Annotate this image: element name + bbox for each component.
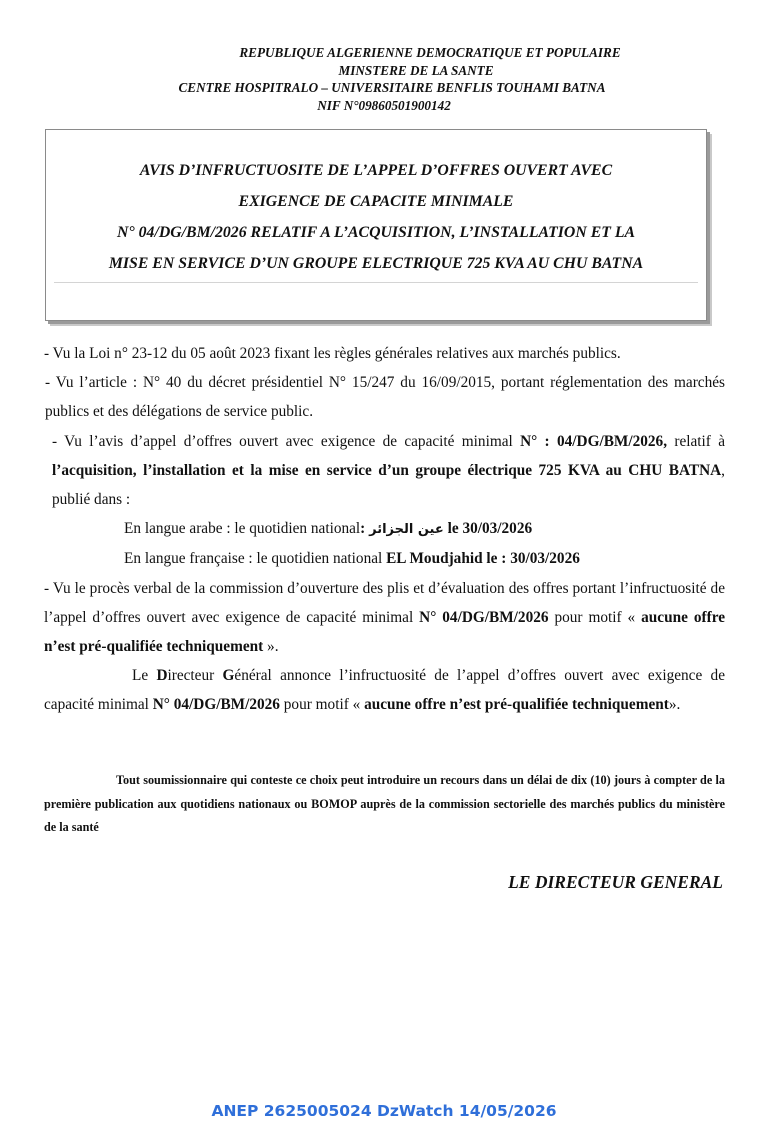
publication-french [44, 544, 725, 573]
text-run: En langue arabe : le quotidien national [124, 520, 361, 538]
notice-title [46, 155, 706, 279]
notice-body [44, 339, 725, 720]
title-box [45, 129, 707, 321]
header-republic: REPUBLIQUE ALGERIENNE DEMOCRATIQUE ET POPULAIRE [239, 45, 621, 60]
header-nif: NIF N°09860501900142 [317, 97, 451, 113]
text-run: Le [132, 667, 157, 685]
tender-number: N° : 04/DG/BM/2026, [520, 432, 668, 450]
tender-number: N° 04/DG/BM/2026 [152, 696, 280, 714]
text-run: ». [263, 638, 279, 656]
text-run: irecteur [167, 667, 223, 685]
appeal-notice [44, 769, 725, 840]
header-ministry: MINSTERE DE LA SANTE [338, 62, 494, 78]
text-run: - Vu le procès verbal de la commission d’ouverture des plis et d’évaluation des offres portant l’infructuosité de l’appel d’offres ouvert avec exigence de capacité minimal [44, 579, 725, 626]
publication-arabic [44, 514, 725, 544]
document-header [0, 44, 768, 114]
text-run: : [360, 520, 366, 538]
paragraph-announcement [44, 661, 725, 719]
paragraph-article: - Vu l’article : N° 40 du décret présidentiel N° 15/247 du 16/09/2015, portant réglementation des marchés publics et des délégations de service public. [45, 374, 725, 421]
paragraph-minutes [44, 574, 725, 662]
text-run: - Vu l’avis d’appel d’offres ouvert avec exigence de capacité minimal [52, 432, 521, 450]
title-line-3: N° 04/DG/BM/2026 RELATIF A L’ACQUISITION, L’INSTALLATION ET LA [116, 224, 636, 241]
paragraph-tender-notice [44, 427, 725, 515]
arabic-publication-date: le 30/03/2026 [443, 520, 533, 538]
text-run: ». [668, 696, 681, 714]
french-newspaper-name: EL Moudjahid le : 30/03/2026 [386, 550, 580, 568]
text-run: énéral annonce l’infructuosité de l’appel d’offres ouvert avec exigence de capacité minimal [44, 667, 725, 714]
footer-reference: ANEP 2625005024 DzWatch 14/05/2026 [211, 1102, 557, 1120]
header-hospital: CENTRE HOSPITRALO – UNIVERSITAIRE BENFLIS TOUHAMI BATNA [178, 80, 606, 95]
title-box-divider [54, 282, 698, 283]
title-line-4: MISE EN SERVICE D’UN GROUPE ELECTRIQUE 725 KVA AU CHU BATNA [108, 255, 644, 272]
failure-reason: aucune offre n’est pré-qualifiée techniquement [44, 608, 725, 656]
text-run: pour motif « [279, 696, 365, 714]
paragraph-law: - Vu la Loi n° 23-12 du 05 août 2023 fixant les règles générales relatives aux marchés publics. [44, 345, 621, 362]
signature: LE DIRECTEUR GENERAL [508, 872, 723, 892]
appeal-notice-text: Tout soumissionnaire qui conteste ce choix peut introduire un recours dans un délai de dix (10) jours à compter de la première publication aux quotidiens nationaux ou BOMOP auprès de la commission sectorielle des marchés publics du ministère de la santé [44, 773, 725, 835]
title-line-1: AVIS D’INFRUCTUOSITE DE L’APPEL D’OFFRES OUVERT AVEC [139, 162, 613, 179]
text-run: En langue française : le quotidien national [124, 550, 387, 568]
text-run: D [156, 667, 168, 685]
tender-object: l’acquisition, l’installation et la mise en service d’un groupe électrique 725 KVA au CHU BATNA [52, 461, 722, 479]
arabic-newspaper-name: عين الجزائر [369, 522, 444, 538]
text-run: , publié dans : [52, 461, 725, 509]
text-run: pour motif « [548, 608, 642, 626]
tender-number: N° 04/DG/BM/2026 [419, 608, 549, 626]
text-run: G [222, 667, 235, 685]
failure-reason: aucune offre n’est pré-qualifiée techniquement [364, 696, 669, 714]
title-line-2: EXIGENCE DE CAPACITE MINIMALE [238, 193, 514, 210]
text-run: relatif à [667, 432, 725, 450]
